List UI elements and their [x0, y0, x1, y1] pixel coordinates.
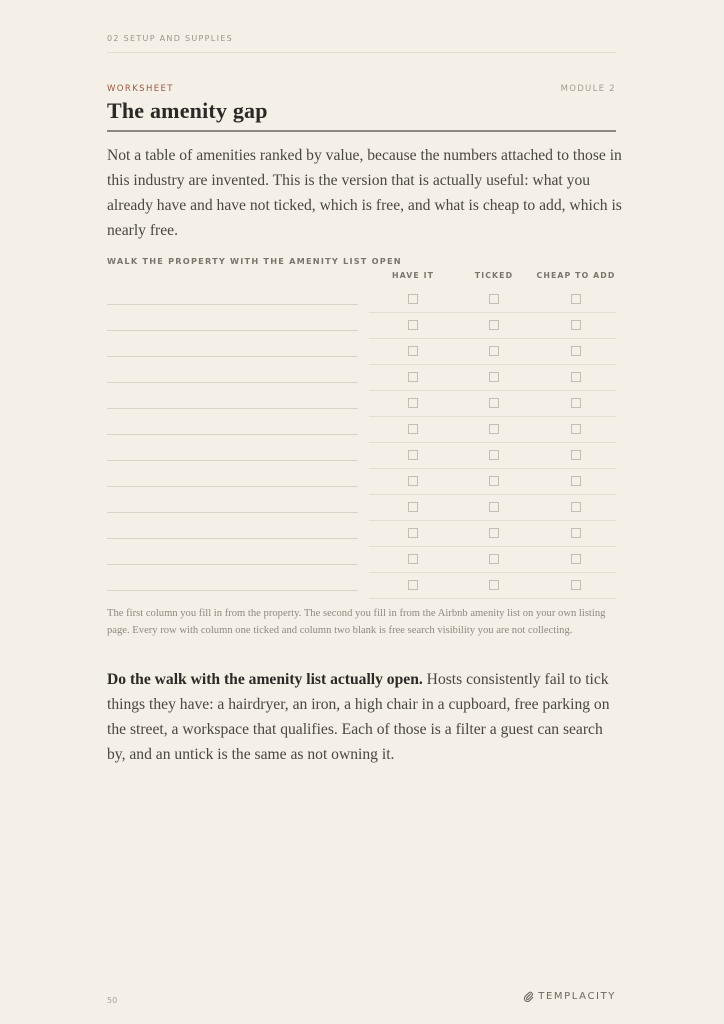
cheap-to-add-checkbox[interactable]	[571, 554, 581, 564]
amenity-write-line[interactable]	[107, 486, 358, 487]
amenity-write-line[interactable]	[107, 330, 358, 331]
ticked-checkbox[interactable]	[489, 320, 499, 330]
brand-logo	[523, 991, 616, 1002]
table-row	[107, 469, 616, 495]
have-it-checkbox[interactable]	[408, 294, 418, 304]
table-row	[107, 443, 616, 469]
table-row	[107, 365, 616, 391]
worksheet-eyebrow: WORKSHEET	[107, 84, 174, 94]
cheap-to-add-checkbox[interactable]	[571, 528, 581, 538]
have-it-checkbox[interactable]	[408, 450, 418, 460]
page-number: 50	[107, 996, 118, 1005]
amenity-write-line[interactable]	[107, 590, 358, 591]
ticked-checkbox[interactable]	[489, 372, 499, 382]
ticked-checkbox[interactable]	[489, 346, 499, 356]
amenity-write-line[interactable]	[107, 538, 358, 539]
module-label: MODULE 2	[560, 84, 616, 94]
amenity-write-line[interactable]	[107, 304, 358, 305]
ticked-checkbox[interactable]	[489, 398, 499, 408]
amenity-write-line[interactable]	[107, 460, 358, 461]
ticked-checkbox[interactable]	[489, 294, 499, 304]
section-label: 02 SETUP AND SUPPLIES	[107, 34, 233, 43]
table-row	[107, 391, 616, 417]
cheap-to-add-checkbox[interactable]	[571, 476, 581, 486]
table-row	[107, 417, 616, 443]
have-it-checkbox[interactable]	[408, 554, 418, 564]
have-it-checkbox[interactable]	[408, 398, 418, 408]
have-it-checkbox[interactable]	[408, 424, 418, 434]
paperclip-icon	[523, 991, 534, 1002]
cheap-to-add-checkbox[interactable]	[571, 372, 581, 382]
amenity-write-line[interactable]	[107, 408, 358, 409]
cheap-to-add-checkbox[interactable]	[571, 398, 581, 408]
intro-paragraph: Not a table of amenities ranked by value, because the numbers attached to those in this industry are invented. This is the version that is actually useful: what you already have and have not ticked, which is free, and what is cheap to add, which is nearly free.	[107, 147, 622, 239]
ticked-checkbox[interactable]	[489, 476, 499, 486]
cheap-to-add-checkbox[interactable]	[571, 294, 581, 304]
ticked-checkbox[interactable]	[489, 528, 499, 538]
cheap-to-add-checkbox[interactable]	[571, 502, 581, 512]
cheap-to-add-checkbox[interactable]	[571, 580, 581, 590]
row-divider	[369, 598, 616, 599]
ticked-checkbox[interactable]	[489, 554, 499, 564]
brand-name: TEMPLACITY	[538, 991, 616, 1002]
cheap-to-add-checkbox[interactable]	[571, 320, 581, 330]
body-text: Hosts consistently fail to tick things they have: a hairdryer, an iron, a high chair in a cupboard, free parking on the street, a workspace that qualifies. Each of those is a filter a guest can search by, and an untick is the same as not owning it.	[107, 671, 610, 763]
table-row	[107, 339, 616, 365]
have-it-checkbox[interactable]	[408, 320, 418, 330]
cheap-to-add-checkbox[interactable]	[571, 346, 581, 356]
table-row	[107, 521, 616, 547]
ticked-checkbox[interactable]	[489, 502, 499, 512]
column-header-have-it: HAVE IT	[391, 271, 435, 280]
worksheet-table	[107, 287, 616, 599]
title-divider	[107, 130, 616, 132]
body-paragraph	[107, 667, 619, 767]
amenity-write-line[interactable]	[107, 564, 358, 565]
table-row	[107, 313, 616, 339]
ticked-checkbox[interactable]	[489, 450, 499, 460]
column-header-cheap-to-add: CHEAP TO ADD	[536, 271, 616, 280]
table-row	[107, 547, 616, 573]
have-it-checkbox[interactable]	[408, 502, 418, 512]
table-row	[107, 495, 616, 521]
cheap-to-add-checkbox[interactable]	[571, 450, 581, 460]
have-it-checkbox[interactable]	[408, 580, 418, 590]
worksheet-heading: WALK THE PROPERTY WITH THE AMENITY LIST OPEN	[107, 256, 402, 266]
column-header-ticked: TICKED	[474, 271, 514, 280]
table-row	[107, 287, 616, 313]
amenity-write-line[interactable]	[107, 434, 358, 435]
have-it-checkbox[interactable]	[408, 372, 418, 382]
worksheet-note: The first column you fill in from the property. The second you fill in from the Airbnb amenity list on your own listing page. Every row with column one ticked and column two blank is free search visibility you are not collecting.	[107, 608, 606, 636]
ticked-checkbox[interactable]	[489, 580, 499, 590]
ticked-checkbox[interactable]	[489, 424, 499, 434]
table-row	[107, 573, 616, 599]
page-title: The amenity gap	[107, 98, 268, 123]
amenity-write-line[interactable]	[107, 356, 358, 357]
amenity-write-line[interactable]	[107, 382, 358, 383]
cheap-to-add-checkbox[interactable]	[571, 424, 581, 434]
have-it-checkbox[interactable]	[408, 346, 418, 356]
top-divider	[107, 52, 616, 53]
have-it-checkbox[interactable]	[408, 528, 418, 538]
amenity-write-line[interactable]	[107, 512, 358, 513]
body-lead: Do the walk with the amenity list actually open.	[107, 671, 423, 688]
have-it-checkbox[interactable]	[408, 476, 418, 486]
